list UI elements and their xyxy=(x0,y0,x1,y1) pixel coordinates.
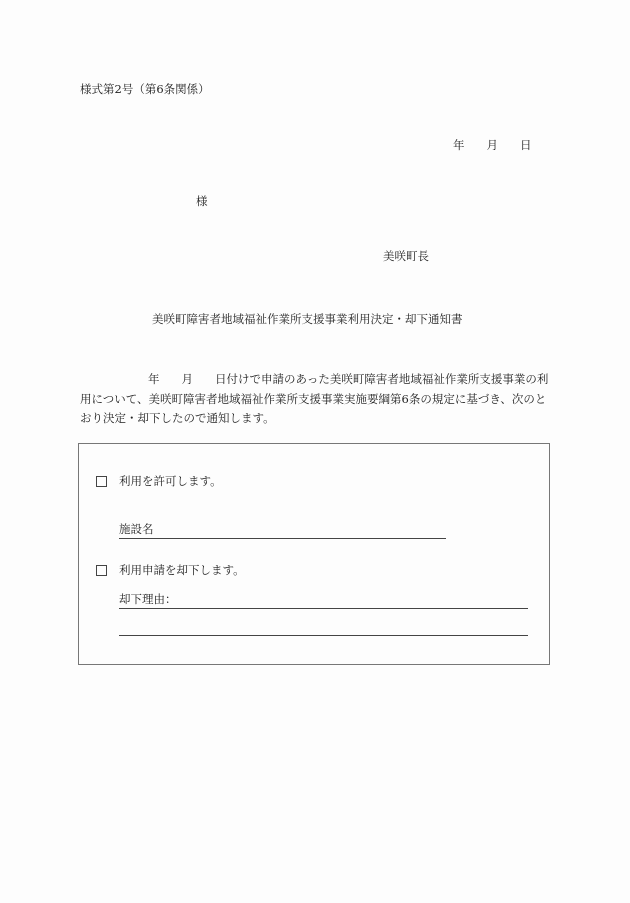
approve-option-label: 利用を許可します。 xyxy=(119,474,222,488)
date-row xyxy=(453,137,532,153)
rejection-reason-field[interactable] xyxy=(119,591,528,609)
form-number: 様式第2号（第6条関係） xyxy=(80,82,210,96)
body-text: 日付けで申請のあった美咲町障害者地域福祉作業所支援事業の利用について、美咲町障害者地域福祉作業所支援事業実施要綱第6条の規定に基づき、次のとおり決定・却下したので通知します。 xyxy=(80,372,549,425)
reject-checkbox[interactable] xyxy=(96,565,107,576)
approve-checkbox[interactable] xyxy=(96,476,107,487)
facility-name-label: 施設名 xyxy=(119,522,154,536)
issuer-name: 美咲町長 xyxy=(383,249,429,263)
rejection-reason-label: 却下理由： xyxy=(119,592,177,606)
addressee-honorific: 様 xyxy=(196,194,208,208)
body-year-label: 年 xyxy=(148,372,160,386)
facility-name-field[interactable] xyxy=(119,521,446,539)
reject-option-label: 利用申請を却下します。 xyxy=(119,563,245,577)
decision-box xyxy=(78,443,550,665)
body-month-label: 月 xyxy=(181,372,193,386)
document-title: 美咲町障害者地域福祉作業所支援事業利用決定・却下通知書 xyxy=(152,312,463,326)
rejection-reason-line-2[interactable] xyxy=(119,635,528,636)
date-year-label: 年 xyxy=(453,138,465,152)
date-day-label: 日 xyxy=(520,138,532,152)
date-month-label: 月 xyxy=(486,138,498,152)
document-body xyxy=(80,370,550,429)
